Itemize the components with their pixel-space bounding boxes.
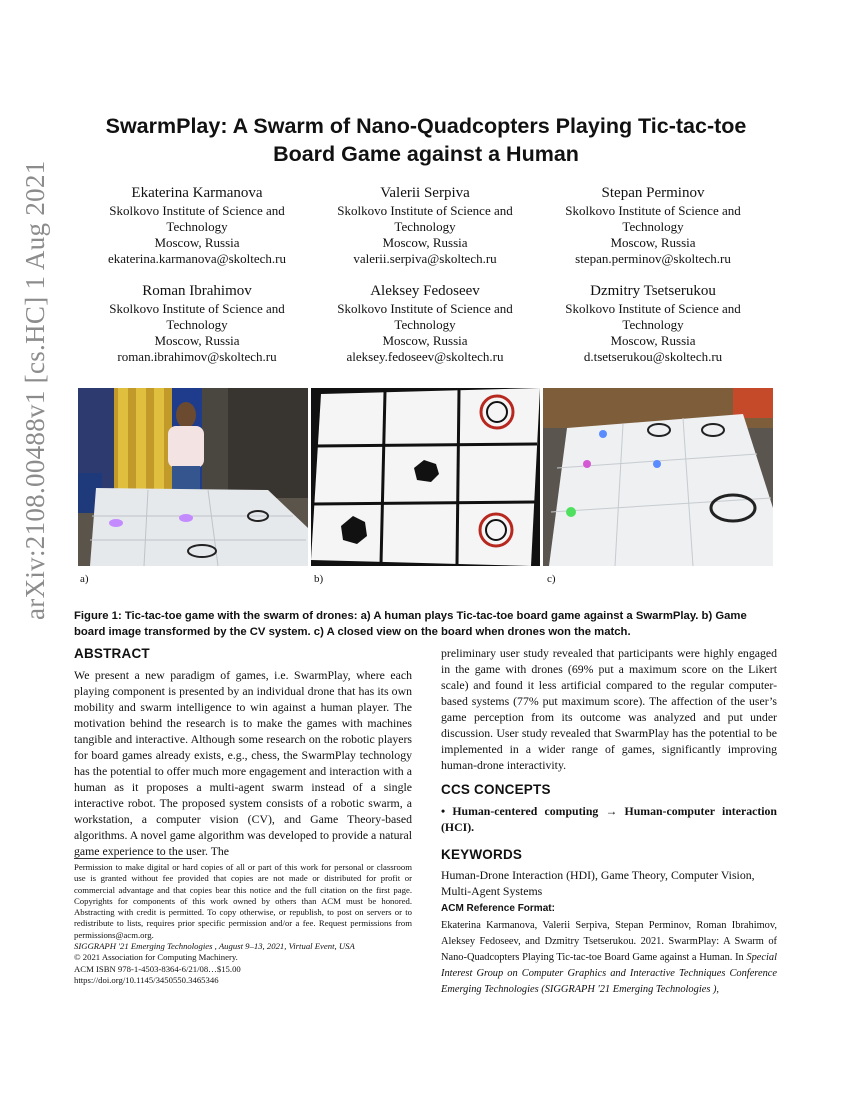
ccs-heading: CCS CONCEPTS (441, 782, 551, 797)
author-name: Valerii Serpiva (380, 185, 470, 201)
venue-line: SIGGRAPH '21 Emerging Technologies , August 9–13, 2021, Virtual Event, USA (74, 941, 355, 952)
author-name: Roman Ibrahimov (142, 283, 252, 299)
author-affiliation: Skolkovo Institute of Science and (109, 203, 285, 218)
figure-label-c: c) (547, 573, 556, 585)
author-location: Moscow, Russia (154, 333, 240, 348)
abstract-continued: preliminary user study revealed that participants were highly engaged in the game with drones (69% put a maximum score on the Likert scale) and found it less artificial compared to the regular computer-based systems (77% put maximum score). The affection of the user’s game perception from its outcome was analyzed and put under discussion. User study revealed that SwarmPlay has the potential to be implemented in a wider range of games, significantly improving human-drone interactivity. (441, 646, 777, 772)
author-location: Moscow, Russia (382, 333, 468, 348)
acm-reference-text: Ekaterina Karmanova, Valerii Serpiva, Stepan Perminov, Roman Ibrahimov, Aleksey Fedoseev, and Dzmitry Tsetserukou. 2021. SwarmPlay: A Swarm of Nano-Quadcopters Playing Tic-tac-toe Board Game against a Human. In (441, 920, 777, 963)
footnote (74, 862, 412, 986)
figure-caption (74, 608, 780, 640)
title-line-2: Board Game against a Human (273, 142, 579, 166)
author-email[interactable]: stepan.perminov@skoltech.ru (575, 251, 731, 266)
author-email[interactable]: aleksey.fedoseev@skoltech.ru (346, 349, 504, 364)
caption-line-2: board image transformed by the CV system. c) A closed view on the board when drones won the match. (74, 626, 631, 638)
doi-link[interactable]: https://doi.org/10.1145/3450550.3465346 (74, 974, 219, 985)
title-line-1: SwarmPlay: A Swarm of Nano-Quadcopters Playing Tic-tac-toe (105, 114, 747, 138)
author-affiliation: Technology (166, 317, 228, 332)
figure-label-a: a) (80, 573, 89, 585)
acm-reference (441, 918, 777, 998)
author-affiliation: Technology (622, 219, 684, 234)
arxiv-identifier: arXiv:2108.00488v1 [cs.HC] 1 Aug 2021 (20, 160, 50, 620)
author-block (82, 183, 312, 267)
author-affiliation: Technology (394, 219, 456, 234)
keywords-text: Human-Drone Interaction (HDI), Game Theory, Computer Vision, Multi-Agent Systems (441, 868, 755, 898)
author-email[interactable]: roman.ibrahimov@skoltech.ru (117, 349, 277, 364)
keywords-heading: KEYWORDS (441, 847, 523, 862)
author-email[interactable]: ekaterina.karmanova@skoltech.ru (107, 251, 286, 266)
author-affiliation: Technology (394, 317, 456, 332)
footnote-divider (74, 858, 192, 859)
caption-line-1: Figure 1: Tic-tac-toe game with the swarm of drones: a) A human plays Tic-tac-toe board game against a SwarmPlay. b) Game (74, 610, 747, 622)
author-affiliation: Skolkovo Institute of Science and (109, 301, 285, 316)
author-name: Stepan Perminov (601, 185, 705, 201)
author-name: Ekaterina Karmanova (131, 185, 263, 201)
figure-photo-human-playing (78, 388, 308, 566)
author-email[interactable]: valerii.serpiva@skoltech.ru (353, 251, 497, 266)
author-block (538, 183, 768, 267)
paper-title (70, 112, 782, 168)
abstract-heading: ABSTRACT (74, 646, 150, 661)
author-affiliation: Skolkovo Institute of Science and (565, 301, 741, 316)
author-location: Moscow, Russia (610, 333, 696, 348)
author-location: Moscow, Russia (382, 235, 468, 250)
abstract-text: We present a new paradigm of games, i.e. SwarmPlay, where each playing component is presented by an individual drone that has its own mobility and swarm intelligence to win against a human player. The motivation behind the research is to make the games with machines tangible and interactive. Although some research on the robotic players for board games already exists, e.g., chess, the SwarmPlay technology has the potential to offer much more engagement and interaction with a human as it proposes a multi-agent swarm instead of a single interactive robot. The proposed system consists of a robotic swarm, a workstation, a computer vision (CV), and Game Theory-based algorithms. A novel game algorithm was developed to provide a natural game experience to the user. The (74, 668, 412, 858)
author-affiliation: Skolkovo Institute of Science and (565, 203, 741, 218)
author-affiliation: Technology (622, 317, 684, 332)
author-block (538, 281, 768, 365)
author-affiliation: Skolkovo Institute of Science and (337, 203, 513, 218)
acm-reference-heading: ACM Reference Format: (441, 903, 555, 914)
figure-photo-drones-won (543, 388, 773, 566)
figure-label-b: b) (314, 573, 324, 585)
author-name: Aleksey Fedoseev (370, 283, 480, 299)
copyright-line: © 2021 Association for Computing Machinery. (74, 952, 238, 963)
author-name: Dzmitry Tsetserukou (590, 283, 716, 299)
author-affiliation: Technology (166, 219, 228, 234)
author-location: Moscow, Russia (154, 235, 240, 250)
author-location: Moscow, Russia (610, 235, 696, 250)
author-block (310, 183, 540, 267)
permission-notice: Permission to make digital or hard copies of all or part of this work for personal or classroom use is granted without fee provided that copies are not made or distributed for profit or commercial advantage and that copies bear this notice and the full citation on the first page. Copyrights for components of this work owned by others than ACM must be honored. Abstracting with credit is permitted. To copy otherwise, or republish, to post on servers or to redistribute to lists, requires prior specific permission and/or a fee. Request permissions from permissions@acm.org. (74, 862, 412, 940)
author-affiliation: Skolkovo Institute of Science and (337, 301, 513, 316)
isbn-line: ACM ISBN 978-1-4503-8364-6/21/08…$15.00 (74, 963, 241, 974)
ccs-text: • Human-centered computing → Human-computer interaction (HCI). (441, 804, 777, 834)
author-email[interactable]: d.tsetserukou@skoltech.ru (583, 349, 723, 364)
figure-cv-board-image (311, 388, 540, 566)
author-block (310, 281, 540, 365)
author-block (82, 281, 312, 365)
acm-reference-venue: Special Interest Group on Computer Graphics and Interactive Techniques Conference Emerging Technologies (SIGGRAPH '21 Emerging Technologies ), (441, 952, 777, 995)
